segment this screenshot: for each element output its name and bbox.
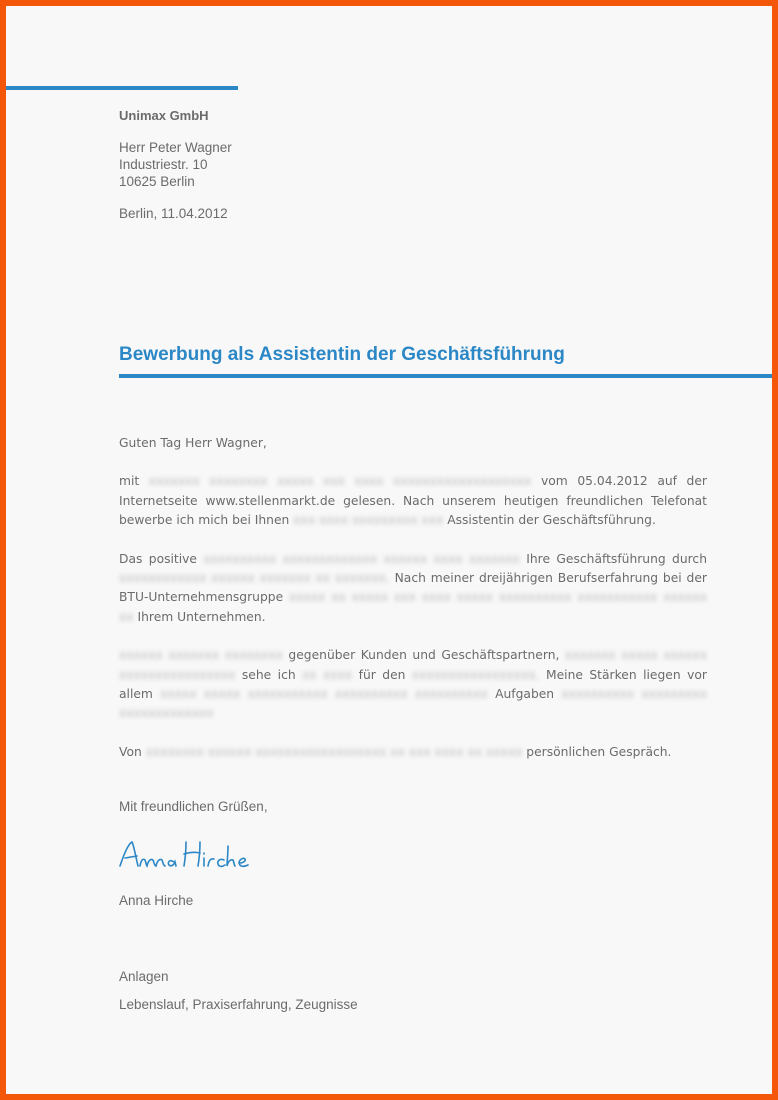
letter-date: Berlin, 11.04.2012 bbox=[119, 206, 228, 221]
p3-text-d: Meine Stärken liegen vor allem bbox=[119, 667, 707, 702]
closing-line: Mit freundlichen Grüßen, bbox=[119, 799, 268, 814]
paragraph-1 bbox=[119, 472, 707, 530]
letter-body bbox=[119, 434, 707, 781]
redacted-text: xxxxxxxxxx xxxxxxxxxxxxx xxxxxx xxxx xxxxxxx bbox=[203, 551, 520, 566]
salutation: Guten Tag Herr Wagner, bbox=[119, 436, 267, 450]
redacted-text: xx xxxx bbox=[302, 667, 353, 682]
subject-accent-rule bbox=[119, 374, 772, 378]
letter-page bbox=[6, 6, 772, 1094]
redacted-text: xxxxxxxx xxxxxx xxxxxxxxxxxxxxxxxx xx xxx xxxx xx xxxxx bbox=[145, 744, 523, 759]
redacted-text: xxxxxxxxxx xxxxxxxxx xxxxxxxxxxxxx bbox=[119, 687, 707, 721]
redacted-text: xxxxxxx xxxxx xxxxxx xxxxxxxxxxxxxxxx bbox=[119, 648, 707, 682]
redacted-text: xxx xxxx xxxxxxxxx xxx bbox=[293, 513, 444, 528]
paragraph-4 bbox=[119, 743, 707, 762]
p1-text-b: vom 05.04.2012 auf der Internetseite www.stellenmarkt.de gelesen. Nach unserem heutigen freundlichen Telefonat bewerbe ich mich bei Ihnen bbox=[119, 474, 707, 528]
paragraph-2 bbox=[119, 550, 707, 628]
company-name: Unimax GmbH bbox=[119, 108, 209, 123]
recipient-city: 10625 Berlin bbox=[119, 174, 195, 189]
handwritten-signature bbox=[116, 832, 256, 880]
p1-text-a: mit bbox=[119, 474, 140, 489]
p2-text-a: Das positive bbox=[119, 551, 198, 566]
redacted-text: xxxxx xxxxx xxxxxxxxxxx xxxxxxxxxx xxxxxxxxxx bbox=[160, 687, 488, 702]
signer-name: Anna Hirche bbox=[119, 893, 194, 908]
redacted-text: xxxxxxxxxxxxxxxxx. bbox=[411, 667, 540, 682]
header-accent-rule bbox=[6, 86, 238, 90]
paragraph-3 bbox=[119, 646, 707, 724]
p4-text-b: persönlichen Gespräch. bbox=[526, 744, 672, 759]
p2-text-c: Nach meiner dreijährigen Berufserfahrung bei der BTU-Unternehmensgruppe bbox=[119, 571, 707, 605]
redacted-text: xxxxxxxxxxxx xxxxxx xxxxxxx xx xxxxxxx. bbox=[119, 571, 390, 586]
p1-text-c: Assistentin der Geschäftsführung. bbox=[447, 513, 656, 528]
recipient-street: Industriestr. 10 bbox=[119, 157, 208, 172]
p3-text-b: sehe ich bbox=[241, 667, 296, 682]
redacted-text: xxxxx xx xxxxx xxx xxxx xxxxx xxxxxxxxxx xxxxxxxxxxx xxxxxx xx bbox=[119, 590, 707, 624]
p3-text-a: gegenüber Kunden und Geschäftspartnern, bbox=[288, 648, 560, 663]
p3-text-e: Aufgaben bbox=[495, 687, 555, 702]
attachments-heading: Anlagen bbox=[119, 969, 169, 984]
p2-text-d: Ihrem Unternehmen. bbox=[137, 609, 266, 624]
p4-text-a: Von bbox=[119, 744, 142, 759]
attachments-list: Lebenslauf, Praxiserfahrung, Zeugnisse bbox=[119, 997, 358, 1012]
redacted-text: xxxxxxx xxxxxxxx xxxxx xxx xxxx xxxxxxxxxxxxxxxxxxx bbox=[148, 474, 532, 489]
redacted-text: xxxxxx xxxxxxx xxxxxxxx bbox=[119, 648, 283, 663]
recipient-address bbox=[119, 139, 232, 190]
p3-text-c: für den bbox=[358, 667, 406, 682]
recipient-name: Herr Peter Wagner bbox=[119, 140, 232, 155]
letter-subject: Bewerbung als Assistentin der Geschäftsführung bbox=[119, 344, 565, 365]
p2-text-b: Ihre Geschäftsführung durch bbox=[526, 551, 707, 566]
